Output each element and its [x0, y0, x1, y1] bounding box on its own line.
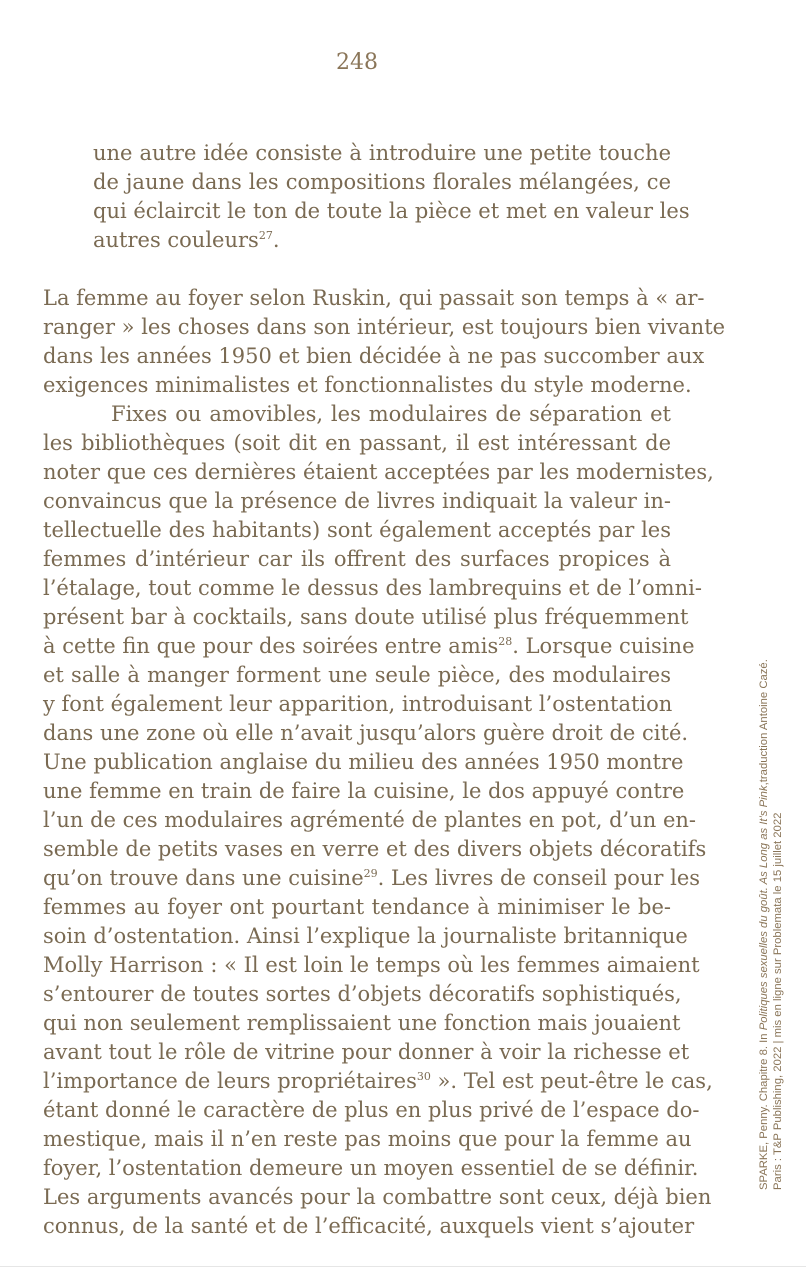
body-line: foyer, l’ostentation demeure un moyen essentiel de se définir.	[43, 1156, 699, 1180]
body-line-text: qu’on trouve dans une cuisine	[43, 866, 364, 890]
page-number: 248	[336, 50, 378, 75]
citation-line-2: Paris : T&P Publishing, 2022 | mis en ligne sur Problemata le 15 juillet 2022	[772, 812, 784, 1190]
body-line-text: à cette fin que pour des soirées entre amis	[43, 634, 499, 658]
quote-line: de jaune dans les compositions florales mélangées, ce	[93, 170, 671, 194]
citation-text: ,traduction Antoine Cazé.	[758, 659, 770, 786]
body-line: La femme au foyer selon Ruskin, qui passait son temps à « ar-	[43, 286, 705, 310]
footnote-ref-27[interactable]: 27	[258, 229, 273, 242]
body-line: Une publication anglaise du milieu des années 1950 montre	[43, 750, 684, 774]
footnote-ref-28[interactable]: 28	[498, 635, 513, 648]
quote-line-text: autres couleurs	[93, 228, 259, 252]
body-line: l’étalage, tout comme le dessus des lambrequins et de l’omni-	[43, 576, 702, 600]
body-line: dans les années 1950 et bien décidée à ne pas succomber aux	[43, 344, 705, 368]
body-line	[43, 864, 701, 893]
body-line: ranger » les choses dans son intérieur, est toujours bien vivante	[43, 315, 726, 339]
body-line: femmes au foyer ont pourtant tendance à minimiser le be-	[43, 895, 671, 919]
block-quote	[93, 139, 690, 255]
quote-end-punct: .	[272, 228, 280, 252]
body-line	[43, 632, 695, 661]
footnote-ref-30[interactable]: 30	[416, 1070, 431, 1083]
body-line: mestique, mais il n’en reste pas moins que pour la femme au	[43, 1127, 692, 1151]
body-text	[43, 284, 726, 1241]
body-line: et salle à manger forment une seule pièce, des modulaires	[43, 663, 671, 687]
quote-line	[93, 226, 671, 255]
body-line: qui non seulement remplissaient une fonction mais jouaient	[43, 1011, 681, 1035]
body-line: Fixes ou amovibles, les modulaires de séparation et	[111, 402, 671, 426]
citation-line-1	[757, 659, 771, 1190]
quote-line: qui éclaircit le ton de toute la pièce et met en valeur les	[93, 199, 690, 223]
body-line: y font également leur apparition, introduisant l’ostentation	[43, 692, 673, 716]
body-line: avant tout le rôle de vitrine pour donner à voir la richesse et	[43, 1040, 690, 1064]
body-line: noter que ces dernières étaient acceptées par les modernistes,	[43, 460, 714, 484]
body-line: les bibliothèques (soit dit en passant, il est intéressant de	[43, 431, 671, 455]
body-line: soin d’ostentation. Ainsi l’explique la journaliste britannique	[43, 924, 688, 948]
quote-line: une autre idée consiste à introduire une petite touche	[93, 141, 671, 165]
citation-title: Politiques sexuelles du goût. As Long as It’s Pink	[758, 785, 770, 1031]
body-line-text: . Lorsque cuisine	[512, 634, 695, 658]
citation-text: SPARKE, Penny. Chapitre 8. In	[758, 1030, 770, 1190]
citation-note	[757, 659, 785, 1190]
body-line: s’entourer de toutes sortes d’objets décoratifs sophistiqués,	[43, 982, 682, 1006]
body-line-text: l’importance de leurs propriétaires	[43, 1069, 417, 1093]
body-line: femmes d’intérieur car ils offrent des surfaces propices à	[43, 547, 671, 571]
body-line-text: . Les livres de conseil pour les	[377, 866, 701, 890]
body-line: tellectuelle des habitants) sont également acceptés par les	[43, 518, 671, 542]
body-line: une femme en train de faire la cuisine, le dos appuyé contre	[43, 779, 685, 803]
page-bottom-border	[0, 1266, 806, 1267]
body-line: étant donné le caractère de plus en plus privé de l’espace do-	[43, 1098, 700, 1122]
footnote-ref-29[interactable]: 29	[363, 867, 378, 880]
body-line: exigences minimalistes et fonctionnalistes du style moderne.	[43, 373, 692, 397]
body-line: présent bar à cocktails, sans doute utilisé plus fréquemment	[43, 605, 689, 629]
body-line: connus, de la santé et de l’efficacité, auxquels vient s’ajouter	[43, 1214, 695, 1238]
body-line-text: ». Tel est peut-être le cas,	[430, 1069, 713, 1093]
body-line: semble de petits vases en verre et des divers objets décoratifs	[43, 837, 707, 861]
body-line: l’un de ces modulaires agrémenté de plantes en pot, d’un en-	[43, 808, 696, 832]
body-line: dans une zone où elle n’avait jusqu’alors guère droit de cité.	[43, 721, 689, 745]
body-line	[43, 1067, 713, 1096]
body-line: Les arguments avancés pour la combattre sont ceux, déjà bien	[43, 1185, 712, 1209]
body-line: convaincus que la présence de livres indiquait la valeur in-	[43, 489, 671, 513]
body-line: Molly Harrison : « Il est loin le temps où les femmes aimaient	[43, 953, 700, 977]
